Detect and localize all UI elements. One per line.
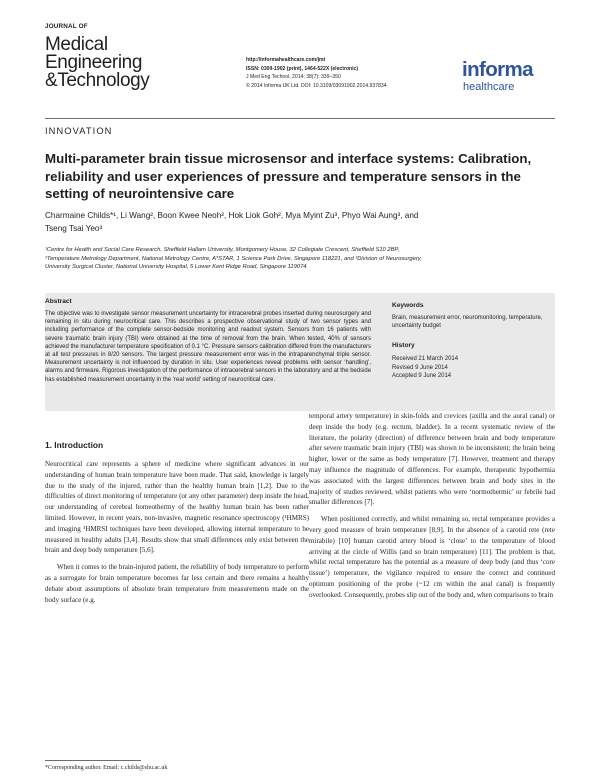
- body-column-right: [309, 411, 555, 601]
- intro-paragraph-3: temporal artery temperature) in skin-folds and crevices (axilla and the aural canal) or deep inside the body (e.g. rectum, bladder). In a recent systematic review of the literature, the polarity (direction) of difference between brain and body temperature after severe traumatic brain injury (TBI) was shown to be inconsistent; the brain being higher, lower or the same as body temperature [7]. However, treatment and therapy may influence the magnitude of differences. For example, therapeutic hypothermia was associated with the largest differences between brain and body sites in the majority of studies reviewed, whilst patients who were ‘normothermic’ or febrile had smaller differences [7].: [309, 412, 555, 507]
- affiliation-line-3: University Surgical Cluster, National University Hospital, 5 Lower Kent Ridge Road, Singapore 119074: [45, 264, 307, 271]
- journal-url[interactable]: http://informahealthcare.com/jmt: [246, 57, 326, 63]
- history-heading: History: [392, 342, 415, 349]
- publisher-logo-sub: healthcare: [463, 81, 515, 93]
- footnote-divider: [45, 760, 141, 761]
- author-line-1: Charmaine Childs*¹, Li Wang², Boon Kwee Neoh², Hok Liok Goh², Mya Myint Zu³, Phyo Wai Aung³, and: [45, 211, 419, 220]
- affiliation-line-2: ²Temperature Metrology Department, National Metrology Centre, A*STAR, 1 Science Park Drive, Singapore 118221, and ³Division of Neurosurgery,: [45, 255, 422, 262]
- intro-paragraph-4: When positioned correctly, and whilst remaining so, rectal temperature provides a very good measure of brain temperature [8,9]. In the absence of a carotid rete (rete mirabile) [10] human carotid artery blood is ‘close’ to the temperature of blood arriving at the circle of Willis (and so brain temperature) [11]. The problem is that, whilst rectal temperature has the potential as a measure of deep body (and thus ‘core tissue’) temperature, the vigilance required to ensure the correct and continued optimum positioning of the probe (~12 cm within the anal canal) is frequently overlooked. Consequently, probes slip out of the body and, when comparisons to brain: [309, 515, 555, 599]
- journal-logo-line3: &Technology: [45, 70, 150, 91]
- abstract-text: The objective was to investigate sensor measurement uncertainty for intracerebral probes inserted during neurosurgery and remaining in situ during neurocritical care. This describes a prospective observational study of two sensor types and including performance of the complete sensor-bedside monitoring and readout system. Sensors from 16 patients with severe traumatic brain injury (TBI) were obtained at the time of removal from the brain. When tested, 40% of sensors achieved the manufacturer temperature specification of 0.1 °C. Pressure sensors calibration differed from the manufacturers at all test pressures in 8/20 sensors. The largest pressure measurement error was in the intraparenchymal triple sensor. Measurement uncertainty is not influenced by duration in situ. User experiences reveal problems with sensor ‘handling’, alarms and firmware. Rigorous investigation of the performance of intracerebral sensors in the laboratory and at the bedside has established measurement uncertainty in the ‘real world’ setting of neurocritical care.: [45, 311, 371, 383]
- history-received: Received 21 March 2014: [392, 356, 459, 362]
- history-accepted: Accepted 9 June 2014: [392, 373, 452, 380]
- body-column-left: [45, 459, 309, 605]
- keywords-text: Brain, measurement error, neuromonitoring, temperature, uncertainty budget: [392, 315, 543, 330]
- history-revised: Revised 9 June 2014: [392, 364, 448, 371]
- journal-issn: ISSN: 0309-1902 (print), 1464-522X (electronic): [246, 65, 359, 72]
- abstract-heading: Abstract: [45, 298, 72, 305]
- article-title: Multi-parameter brain tissue microsensor and interface systems: Calibration, reliability and user experiences of pressure and temperature sensors in the setting of neurointensive care: [45, 151, 532, 201]
- header-divider: [45, 118, 555, 119]
- journal-citation: J Med Eng Technol, 2014; 38(7): 339–350: [246, 74, 341, 81]
- affiliations: [45, 246, 557, 272]
- journal-logo-line2: Engineering: [45, 52, 143, 73]
- keywords-heading: Keywords: [392, 302, 424, 309]
- header-info: [246, 56, 436, 91]
- journal-logo-line1: Medical: [45, 34, 108, 55]
- intro-heading: 1. Introduction: [45, 440, 104, 450]
- affiliation-line-1: ¹Centre for Health and Social Care Research, Sheffield Hallam University, Montgomery House, 32 Collegiate Crescent, Sheffield S10 2BP,: [45, 247, 400, 253]
- journal-logo-small: JOURNAL OF: [45, 23, 88, 30]
- intro-paragraph-2: When it comes to the brain-injured patient, the reliability of body temperature to perform as a surrogate for brain temperature becomes far less certain and there remains a healthy debate about assumptions of absolute brain temperature from measurements made on the body surface (e.g.: [45, 563, 309, 604]
- intro-paragraph-1: Neurocritical care represents a sphere of medicine where significant advances in our understanding of human brain temperature have been made. That said, knowledge is largely due to the study of the injured, rather than the healthy human brain [1,2]. Due to the difficulties of direct monitoring of temperature (or any other parameter) deep inside the head, our understanding of cerebral homeothermy of the healthy human brain has been rather limited. However, in recent years, non-invasive, magnetic resonance spectroscopy (¹HMRS) and imaging ¹HMRSI techniques have been developed, allowing internal temperature to be measured in healthy adults [3,4]. Results show that small differences only exist between the brain and deep body temperature [5,6].: [45, 460, 309, 555]
- journal-copyright: © 2014 Informa UK Ltd. DOI: 10.3109/03091902.2014.937834: [246, 83, 387, 90]
- section-label: INNOVATION: [45, 126, 113, 136]
- history-list: [392, 355, 552, 381]
- author-list: [45, 210, 555, 235]
- corresponding-author-footnote: *Corresponding author. Email: c.childs@shu.ac.uk: [45, 765, 168, 771]
- publisher-logo: informa: [462, 58, 533, 81]
- author-line-2: Tseng Tsai Yeo³: [45, 223, 103, 233]
